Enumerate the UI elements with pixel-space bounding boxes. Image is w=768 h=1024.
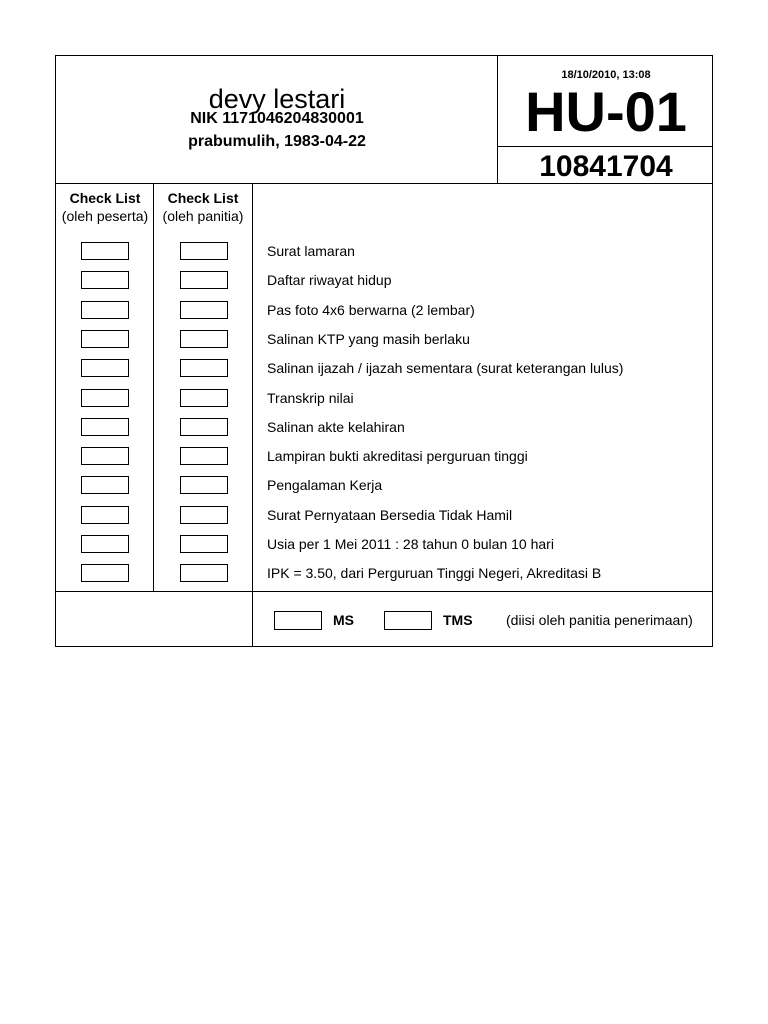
checklist-item-label: Salinan ijazah / ijazah sementara (surat keterangan lulus) (267, 360, 624, 376)
panitia-checkbox[interactable] (180, 301, 228, 319)
code-divider (497, 146, 712, 147)
checklist-item-label: IPK = 3.50, dari Perguruan Tinggi Negeri, Akreditasi B (267, 565, 602, 581)
footer-divider (56, 591, 712, 592)
peserta-checkbox[interactable] (81, 535, 129, 553)
ms-checkbox[interactable] (274, 611, 322, 630)
checklist-item-label: Lampiran bukti akreditasi perguruan tinggi (267, 448, 528, 464)
checklist-item-label: Usia per 1 Mei 2011 : 28 tahun 0 bulan 10 hari (267, 536, 554, 552)
tms-checkbox[interactable] (384, 611, 432, 630)
panitia-checkbox[interactable] (180, 476, 228, 494)
column-subtitle-panitia: (oleh panitia) (162, 208, 244, 224)
checklist-item-label: Pas foto 4x6 berwarna (2 lembar) (267, 302, 475, 318)
peserta-checkbox[interactable] (81, 564, 129, 582)
peserta-checkbox[interactable] (81, 242, 129, 260)
checklist-item-label: Pengalaman Kerja (267, 477, 383, 493)
peserta-checkbox[interactable] (81, 476, 129, 494)
peserta-checkbox[interactable] (81, 447, 129, 465)
panitia-checkbox[interactable] (180, 330, 228, 348)
panitia-checkbox[interactable] (180, 389, 228, 407)
tms-label: TMS (443, 612, 473, 628)
peserta-checkbox[interactable] (81, 271, 129, 289)
column-divider-2 (252, 183, 253, 646)
column-title-panitia: Check List (167, 190, 239, 206)
panitia-checkbox[interactable] (180, 242, 228, 260)
checklist-item-label: Daftar riwayat hidup (267, 272, 392, 288)
checklist-item-label: Transkrip nilai (267, 390, 354, 406)
peserta-checkbox[interactable] (81, 389, 129, 407)
panitia-checkbox[interactable] (180, 535, 228, 553)
applicant-nik: NIK 1171046204830001 (190, 110, 364, 127)
ms-label: MS (333, 612, 354, 628)
column-header-peserta (56, 189, 154, 225)
column-header-panitia (154, 189, 252, 225)
panitia-checkbox[interactable] (180, 359, 228, 377)
column-subtitle-peserta: (oleh peserta) (61, 208, 149, 224)
panitia-checkbox[interactable] (180, 271, 228, 289)
footer-note: (diisi oleh panitia penerimaan) (506, 612, 693, 628)
peserta-checkbox[interactable] (81, 301, 129, 319)
applicant-birth: prabumulih, 1983-04-22 (188, 133, 366, 150)
panitia-checkbox[interactable] (180, 447, 228, 465)
checklist-item-label: Surat Pernyataan Bersedia Tidak Hamil (267, 507, 513, 523)
column-title-peserta: Check List (69, 190, 141, 206)
checklist-form (55, 55, 713, 647)
panitia-checkbox[interactable] (180, 506, 228, 524)
applicant-name: devy lestari (208, 84, 346, 114)
registration-number: 10841704 (539, 150, 673, 183)
peserta-checkbox[interactable] (81, 506, 129, 524)
checklist-item-label: Surat lamaran (267, 243, 355, 259)
peserta-checkbox[interactable] (81, 418, 129, 436)
panitia-checkbox[interactable] (180, 418, 228, 436)
checklist-item-label: Salinan akte kelahiran (267, 419, 405, 435)
peserta-checkbox[interactable] (81, 359, 129, 377)
peserta-checkbox[interactable] (81, 330, 129, 348)
form-code: HU-01 (525, 80, 687, 143)
checklist-item-label: Salinan KTP yang masih berlaku (267, 331, 470, 347)
panitia-checkbox[interactable] (180, 564, 228, 582)
timestamp: 18/10/2010, 13:08 (561, 69, 651, 81)
column-divider-1 (153, 183, 154, 592)
